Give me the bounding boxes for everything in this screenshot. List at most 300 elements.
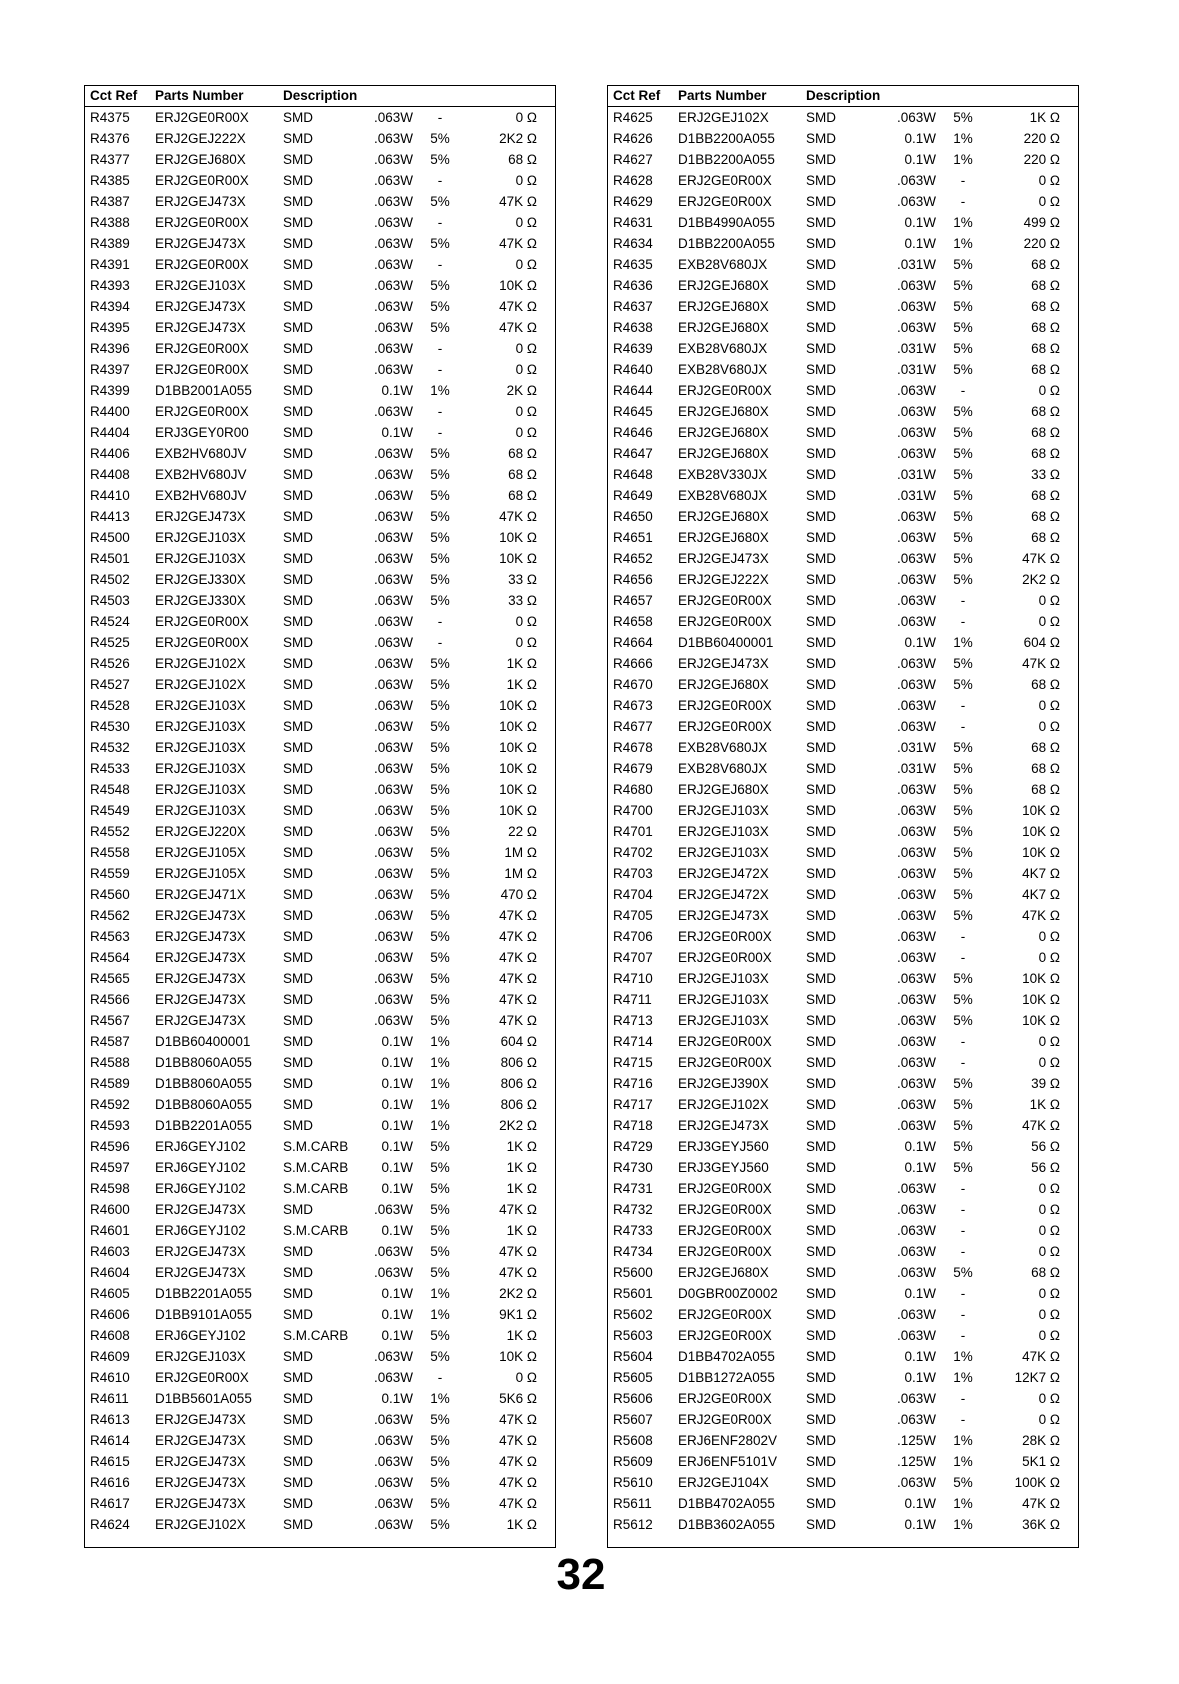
- table-row: [85, 212, 555, 233]
- cell-cct-ref: R4704: [613, 887, 653, 902]
- cell-parts-number: ERJ2GEJ680X: [678, 446, 769, 461]
- cell-parts-number: ERJ2GEJ680X: [678, 677, 769, 692]
- cell-value: 0 Ω: [1038, 1244, 1060, 1259]
- cell-tolerance: 5%: [430, 1244, 450, 1259]
- cell-cct-ref: R4638: [613, 320, 653, 335]
- cell-parts-number: D1BB2200A055: [678, 131, 775, 146]
- cell-tolerance: -: [960, 1412, 966, 1427]
- cell-wattage: .063W: [373, 929, 413, 944]
- cell-type: SMD: [283, 677, 313, 692]
- table-body: [85, 107, 555, 1535]
- cell-parts-number: ERJ2GEJ105X: [155, 866, 246, 881]
- cell-type: SMD: [806, 278, 836, 293]
- cell-value: 10K Ω: [499, 803, 537, 818]
- table-row: [608, 1472, 1078, 1493]
- cell-wattage: .063W: [373, 1370, 413, 1385]
- cell-cct-ref: R4701: [613, 824, 653, 839]
- cell-type: SMD: [283, 1097, 313, 1112]
- cell-parts-number: ERJ2GEJ473X: [155, 1496, 246, 1511]
- cell-parts-number: ERJ2GEJ103X: [678, 803, 769, 818]
- cell-type: SMD: [806, 887, 836, 902]
- cell-wattage: .063W: [373, 152, 413, 167]
- cell-cct-ref: R4644: [613, 383, 653, 398]
- cell-parts-number: ERJ2GEJ103X: [155, 530, 246, 545]
- cell-value: 47K Ω: [499, 1202, 537, 1217]
- cell-parts-number: ERJ2GEJ103X: [155, 551, 246, 566]
- cell-cct-ref: R4710: [613, 971, 653, 986]
- table-row: [608, 1115, 1078, 1136]
- cell-type: SMD: [283, 1244, 313, 1259]
- cell-parts-number: ERJ2GEJ103X: [155, 278, 246, 293]
- cell-wattage: .063W: [373, 908, 413, 923]
- cell-wattage: .063W: [896, 887, 936, 902]
- cell-parts-number: ERJ2GEJ102X: [678, 1097, 769, 1112]
- cell-type: SMD: [806, 425, 836, 440]
- cell-parts-number: ERJ2GE0R00X: [155, 1370, 249, 1385]
- cell-value: 100K Ω: [1014, 1475, 1060, 1490]
- cell-type: SMD: [806, 194, 836, 209]
- cell-type: SMD: [283, 1013, 313, 1028]
- cell-cct-ref: R4734: [613, 1244, 653, 1259]
- cell-wattage: .063W: [373, 887, 413, 902]
- cell-value: 0 Ω: [515, 1370, 537, 1385]
- cell-parts-number: D1BB2201A055: [155, 1118, 252, 1133]
- cell-tolerance: -: [437, 173, 443, 188]
- cell-parts-number: ERJ2GEJ104X: [678, 1475, 769, 1490]
- cell-tolerance: -: [437, 362, 443, 377]
- table-row: [85, 1073, 555, 1094]
- cell-cct-ref: R4718: [613, 1118, 653, 1133]
- table-row: [85, 800, 555, 821]
- cell-parts-number: EXB28V680JX: [678, 341, 768, 356]
- table-row: [85, 1241, 555, 1262]
- cell-type: SMD: [806, 1496, 836, 1511]
- cell-wattage: .063W: [373, 950, 413, 965]
- table-row: [608, 1052, 1078, 1073]
- cell-wattage: .063W: [896, 1181, 936, 1196]
- table-row: [85, 1052, 555, 1073]
- cell-value: 47K Ω: [499, 299, 537, 314]
- cell-type: SMD: [806, 677, 836, 692]
- cell-type: SMD: [283, 1412, 313, 1427]
- cell-cct-ref: R4385: [90, 173, 130, 188]
- cell-parts-number: ERJ2GEJ473X: [155, 1433, 246, 1448]
- cell-parts-number: ERJ2GE0R00X: [678, 1307, 772, 1322]
- cell-parts-number: ERJ2GEJ680X: [678, 299, 769, 314]
- table-row: [85, 422, 555, 443]
- table-row: [85, 1325, 555, 1346]
- cell-tolerance: 5%: [953, 278, 973, 293]
- cell-wattage: .063W: [896, 1244, 936, 1259]
- cell-parts-number: ERJ2GE0R00X: [678, 1034, 772, 1049]
- cell-wattage: .063W: [373, 488, 413, 503]
- cell-cct-ref: R5601: [613, 1286, 653, 1301]
- cell-value: 0 Ω: [1038, 1286, 1060, 1301]
- cell-cct-ref: R4702: [613, 845, 653, 860]
- cell-tolerance: -: [960, 1328, 966, 1343]
- cell-tolerance: 5%: [953, 740, 973, 755]
- cell-value: 0 Ω: [1038, 1223, 1060, 1238]
- cell-tolerance: 5%: [953, 1475, 973, 1490]
- header-parts-number: Parts Number: [155, 88, 244, 103]
- cell-value: 68 Ω: [1031, 446, 1060, 461]
- cell-parts-number: ERJ2GEJ103X: [678, 1013, 769, 1028]
- cell-value: 2K2 Ω: [499, 131, 537, 146]
- cell-cct-ref: R4634: [613, 236, 653, 251]
- cell-value: 0 Ω: [1038, 1034, 1060, 1049]
- cell-wattage: 0.1W: [904, 1349, 936, 1364]
- table-row: [608, 422, 1078, 443]
- cell-value: 5K6 Ω: [499, 1391, 537, 1406]
- cell-tolerance: -: [437, 257, 443, 272]
- cell-cct-ref: R4625: [613, 110, 653, 125]
- cell-value: 47K Ω: [499, 971, 537, 986]
- cell-tolerance: 5%: [953, 341, 973, 356]
- cell-value: 10K Ω: [499, 1349, 537, 1364]
- table-row: [608, 233, 1078, 254]
- cell-wattage: .063W: [373, 131, 413, 146]
- cell-tolerance: 1%: [953, 1433, 973, 1448]
- table-row: [85, 842, 555, 863]
- cell-parts-number: ERJ2GE0R00X: [678, 1412, 772, 1427]
- cell-parts-number: ERJ2GEJ103X: [678, 971, 769, 986]
- table-row: [608, 569, 1078, 590]
- cell-cct-ref: R4731: [613, 1181, 653, 1196]
- table-row: [608, 1304, 1078, 1325]
- cell-cct-ref: R4600: [90, 1202, 130, 1217]
- cell-cct-ref: R4601: [90, 1223, 130, 1238]
- cell-wattage: .063W: [896, 1097, 936, 1112]
- table-row: [85, 1136, 555, 1157]
- cell-parts-number: D1BB5601A055: [155, 1391, 252, 1406]
- cell-tolerance: -: [437, 635, 443, 650]
- cell-wattage: .063W: [896, 425, 936, 440]
- cell-tolerance: 5%: [430, 1433, 450, 1448]
- cell-cct-ref: R4560: [90, 887, 130, 902]
- table-row: [85, 380, 555, 401]
- cell-value: 47K Ω: [499, 1433, 537, 1448]
- cell-tolerance: -: [437, 614, 443, 629]
- cell-cct-ref: R4666: [613, 656, 653, 671]
- cell-cct-ref: R4648: [613, 467, 653, 482]
- cell-tolerance: -: [960, 698, 966, 713]
- cell-type: SMD: [806, 992, 836, 1007]
- cell-wattage: .063W: [373, 341, 413, 356]
- cell-type: SMD: [806, 446, 836, 461]
- cell-value: 47K Ω: [499, 1244, 537, 1259]
- cell-type: SMD: [283, 1391, 313, 1406]
- cell-parts-number: ERJ2GE0R00X: [678, 1328, 772, 1343]
- cell-tolerance: 5%: [430, 698, 450, 713]
- cell-parts-number: ERJ2GEJ680X: [155, 152, 246, 167]
- cell-wattage: .063W: [373, 635, 413, 650]
- cell-type: SMD: [283, 803, 313, 818]
- cell-type: SMD: [806, 320, 836, 335]
- table-row: [85, 1115, 555, 1136]
- table-row: [85, 317, 555, 338]
- cell-wattage: .063W: [896, 1307, 936, 1322]
- cell-parts-number: ERJ2GEJ680X: [678, 782, 769, 797]
- cell-cct-ref: R4558: [90, 845, 130, 860]
- table-row: [85, 1409, 555, 1430]
- cell-cct-ref: R4657: [613, 593, 653, 608]
- cell-type: SMD: [806, 824, 836, 839]
- cell-wattage: .063W: [373, 992, 413, 1007]
- cell-tolerance: 5%: [953, 299, 973, 314]
- cell-value: 2K2 Ω: [499, 1118, 537, 1133]
- cell-cct-ref: R4375: [90, 110, 130, 125]
- cell-wattage: 0.1W: [381, 1286, 413, 1301]
- cell-type: SMD: [283, 992, 313, 1007]
- cell-tolerance: 1%: [953, 1496, 973, 1511]
- cell-parts-number: ERJ2GEJ473X: [678, 1118, 769, 1133]
- cell-wattage: .063W: [896, 908, 936, 923]
- table-row: [85, 485, 555, 506]
- cell-parts-number: D1BB8060A055: [155, 1076, 252, 1091]
- cell-type: SMD: [283, 866, 313, 881]
- cell-value: 56 Ω: [1031, 1160, 1060, 1175]
- cell-wattage: .031W: [896, 362, 936, 377]
- cell-type: SMD: [806, 299, 836, 314]
- cell-parts-number: ERJ2GEJ103X: [155, 698, 246, 713]
- table-row: [608, 611, 1078, 632]
- cell-tolerance: 5%: [430, 677, 450, 692]
- cell-cct-ref: R4645: [613, 404, 653, 419]
- table-row: [608, 317, 1078, 338]
- cell-value: 10K Ω: [499, 530, 537, 545]
- cell-value: 0 Ω: [1038, 698, 1060, 713]
- cell-tolerance: -: [960, 614, 966, 629]
- cell-cct-ref: R4733: [613, 1223, 653, 1238]
- cell-parts-number: ERJ2GEJ473X: [678, 656, 769, 671]
- cell-wattage: 0.1W: [381, 1307, 413, 1322]
- cell-wattage: 0.1W: [381, 1118, 413, 1133]
- cell-cct-ref: R4406: [90, 446, 130, 461]
- cell-value: 10K Ω: [499, 761, 537, 776]
- cell-wattage: .063W: [373, 257, 413, 272]
- cell-cct-ref: R4394: [90, 299, 130, 314]
- cell-parts-number: ERJ2GEJ680X: [678, 1265, 769, 1280]
- cell-wattage: 0.1W: [904, 1517, 936, 1532]
- cell-type: SMD: [806, 362, 836, 377]
- cell-value: 22 Ω: [508, 824, 537, 839]
- cell-value: 0 Ω: [1038, 383, 1060, 398]
- table-row: [85, 737, 555, 758]
- cell-cct-ref: R4613: [90, 1412, 130, 1427]
- cell-parts-number: EXB2HV680JV: [155, 488, 247, 503]
- cell-type: SMD: [283, 929, 313, 944]
- table-row: [85, 170, 555, 191]
- cell-value: 10K Ω: [1022, 803, 1060, 818]
- cell-type: SMD: [806, 488, 836, 503]
- table-row: [85, 1220, 555, 1241]
- cell-wattage: .063W: [373, 803, 413, 818]
- cell-cct-ref: R4389: [90, 236, 130, 251]
- table-row: [608, 1220, 1078, 1241]
- cell-parts-number: ERJ2GE0R00X: [155, 614, 249, 629]
- cell-wattage: .063W: [373, 698, 413, 713]
- cell-tolerance: 5%: [953, 488, 973, 503]
- cell-tolerance: 5%: [953, 887, 973, 902]
- cell-value: 4K7 Ω: [1022, 887, 1060, 902]
- cell-tolerance: 1%: [430, 1391, 450, 1406]
- cell-tolerance: 5%: [430, 971, 450, 986]
- cell-type: SMD: [806, 1034, 836, 1049]
- table-row: [85, 1451, 555, 1472]
- cell-cct-ref: R4502: [90, 572, 130, 587]
- cell-type: SMD: [283, 509, 313, 524]
- cell-tolerance: 1%: [430, 1307, 450, 1322]
- cell-wattage: .125W: [896, 1433, 936, 1448]
- cell-parts-number: ERJ2GEJ390X: [678, 1076, 769, 1091]
- cell-type: SMD: [806, 215, 836, 230]
- cell-type: SMD: [283, 1517, 313, 1532]
- cell-cct-ref: R4562: [90, 908, 130, 923]
- cell-tolerance: 5%: [430, 845, 450, 860]
- cell-parts-number: D1BB2200A055: [678, 236, 775, 251]
- cell-value: 47K Ω: [1022, 1496, 1060, 1511]
- table-row: [608, 401, 1078, 422]
- cell-tolerance: 5%: [430, 1412, 450, 1427]
- cell-cct-ref: R4559: [90, 866, 130, 881]
- cell-value: 47K Ω: [1022, 1349, 1060, 1364]
- table-row: [608, 149, 1078, 170]
- cell-cct-ref: R4388: [90, 215, 130, 230]
- cell-parts-number: ERJ2GE0R00X: [678, 950, 772, 965]
- cell-tolerance: 1%: [430, 1286, 450, 1301]
- cell-cct-ref: R4639: [613, 341, 653, 356]
- cell-parts-number: D1BB2201A055: [155, 1286, 252, 1301]
- cell-type: SMD: [806, 1244, 836, 1259]
- cell-wattage: .063W: [896, 866, 936, 881]
- table-body: [608, 107, 1078, 1535]
- table-row: [608, 821, 1078, 842]
- cell-type: SMD: [283, 110, 313, 125]
- cell-parts-number: ERJ3GEYJ560: [678, 1160, 769, 1175]
- cell-value: 10K Ω: [499, 782, 537, 797]
- table-row: [85, 1178, 555, 1199]
- cell-parts-number: D1BB4702A055: [678, 1349, 775, 1364]
- cell-parts-number: EXB28V680JX: [678, 257, 768, 272]
- cell-type: SMD: [283, 1034, 313, 1049]
- cell-cct-ref: R4395: [90, 320, 130, 335]
- cell-parts-number: ERJ2GEJ473X: [155, 1475, 246, 1490]
- cell-value: 1K Ω: [506, 656, 537, 671]
- cell-parts-number: EXB2HV680JV: [155, 467, 247, 482]
- cell-tolerance: 1%: [430, 1097, 450, 1112]
- cell-type: SMD: [283, 1076, 313, 1091]
- cell-parts-number: ERJ2GEJ473X: [155, 194, 246, 209]
- table-row: [85, 254, 555, 275]
- cell-cct-ref: R4593: [90, 1118, 130, 1133]
- table-row: [85, 1031, 555, 1052]
- cell-type: SMD: [806, 1391, 836, 1406]
- cell-wattage: 0.1W: [381, 1223, 413, 1238]
- cell-value: 604 Ω: [1023, 635, 1060, 650]
- cell-cct-ref: R5605: [613, 1370, 653, 1385]
- cell-parts-number: ERJ2GEJ473X: [155, 1454, 246, 1469]
- cell-type: SMD: [283, 1475, 313, 1490]
- cell-type: SMD: [283, 320, 313, 335]
- table-row: [85, 1157, 555, 1178]
- cell-cct-ref: R4410: [90, 488, 130, 503]
- cell-cct-ref: R4391: [90, 257, 130, 272]
- cell-cct-ref: R4715: [613, 1055, 653, 1070]
- cell-parts-number: ERJ2GEJ471X: [155, 887, 246, 902]
- cell-parts-number: ERJ2GEJ473X: [678, 908, 769, 923]
- cell-value: 12K7 Ω: [1014, 1370, 1060, 1385]
- cell-cct-ref: R4732: [613, 1202, 653, 1217]
- cell-wattage: .063W: [373, 320, 413, 335]
- cell-value: 10K Ω: [1022, 845, 1060, 860]
- cell-tolerance: 5%: [430, 866, 450, 881]
- cell-value: 47K Ω: [499, 1496, 537, 1511]
- cell-type: SMD: [806, 1097, 836, 1112]
- table-row: [85, 590, 555, 611]
- cell-tolerance: 5%: [953, 362, 973, 377]
- cell-tolerance: 5%: [430, 299, 450, 314]
- cell-wattage: .031W: [896, 488, 936, 503]
- table-row: [608, 1451, 1078, 1472]
- cell-wattage: .063W: [373, 215, 413, 230]
- cell-wattage: .063W: [896, 845, 936, 860]
- cell-type: SMD: [283, 908, 313, 923]
- cell-parts-number: D1BB2200A055: [678, 152, 775, 167]
- cell-tolerance: 5%: [953, 446, 973, 461]
- cell-parts-number: ERJ2GEJ680X: [678, 530, 769, 545]
- cell-wattage: .063W: [896, 383, 936, 398]
- cell-parts-number: ERJ6GEYJ102: [155, 1328, 246, 1343]
- cell-value: 220 Ω: [1023, 152, 1060, 167]
- cell-wattage: 0.1W: [381, 1097, 413, 1112]
- cell-type: SMD: [806, 1160, 836, 1175]
- cell-value: 68 Ω: [508, 488, 537, 503]
- cell-type: SMD: [806, 1475, 836, 1490]
- table-row: [608, 380, 1078, 401]
- table-row: [85, 653, 555, 674]
- cell-type: SMD: [806, 803, 836, 818]
- cell-wattage: .063W: [896, 110, 936, 125]
- table-row: [608, 842, 1078, 863]
- cell-value: 0 Ω: [515, 257, 537, 272]
- cell-parts-number: ERJ2GE0R00X: [155, 341, 249, 356]
- cell-wattage: .063W: [373, 1244, 413, 1259]
- cell-parts-number: ERJ2GE0R00X: [155, 362, 249, 377]
- table-row: [608, 1388, 1078, 1409]
- cell-type: SMD: [806, 866, 836, 881]
- cell-type: SMD: [806, 614, 836, 629]
- table-header: [85, 86, 555, 107]
- cell-value: 806 Ω: [500, 1055, 537, 1070]
- cell-value: 0 Ω: [515, 173, 537, 188]
- table-row: [608, 191, 1078, 212]
- table-row: [608, 1346, 1078, 1367]
- cell-parts-number: ERJ2GEJ330X: [155, 593, 246, 608]
- cell-value: 47K Ω: [499, 908, 537, 923]
- cell-wattage: .063W: [373, 173, 413, 188]
- cell-tolerance: 1%: [953, 152, 973, 167]
- cell-value: 604 Ω: [500, 1034, 537, 1049]
- cell-tolerance: 5%: [953, 845, 973, 860]
- cell-type: SMD: [283, 761, 313, 776]
- cell-parts-number: EXB28V680JX: [678, 740, 768, 755]
- table-row: [85, 233, 555, 254]
- cell-wattage: .063W: [896, 1223, 936, 1238]
- cell-tolerance: 5%: [953, 992, 973, 1007]
- cell-type: SMD: [283, 1265, 313, 1280]
- cell-type: SMD: [806, 635, 836, 650]
- cell-parts-number: ERJ2GEJ103X: [155, 761, 246, 776]
